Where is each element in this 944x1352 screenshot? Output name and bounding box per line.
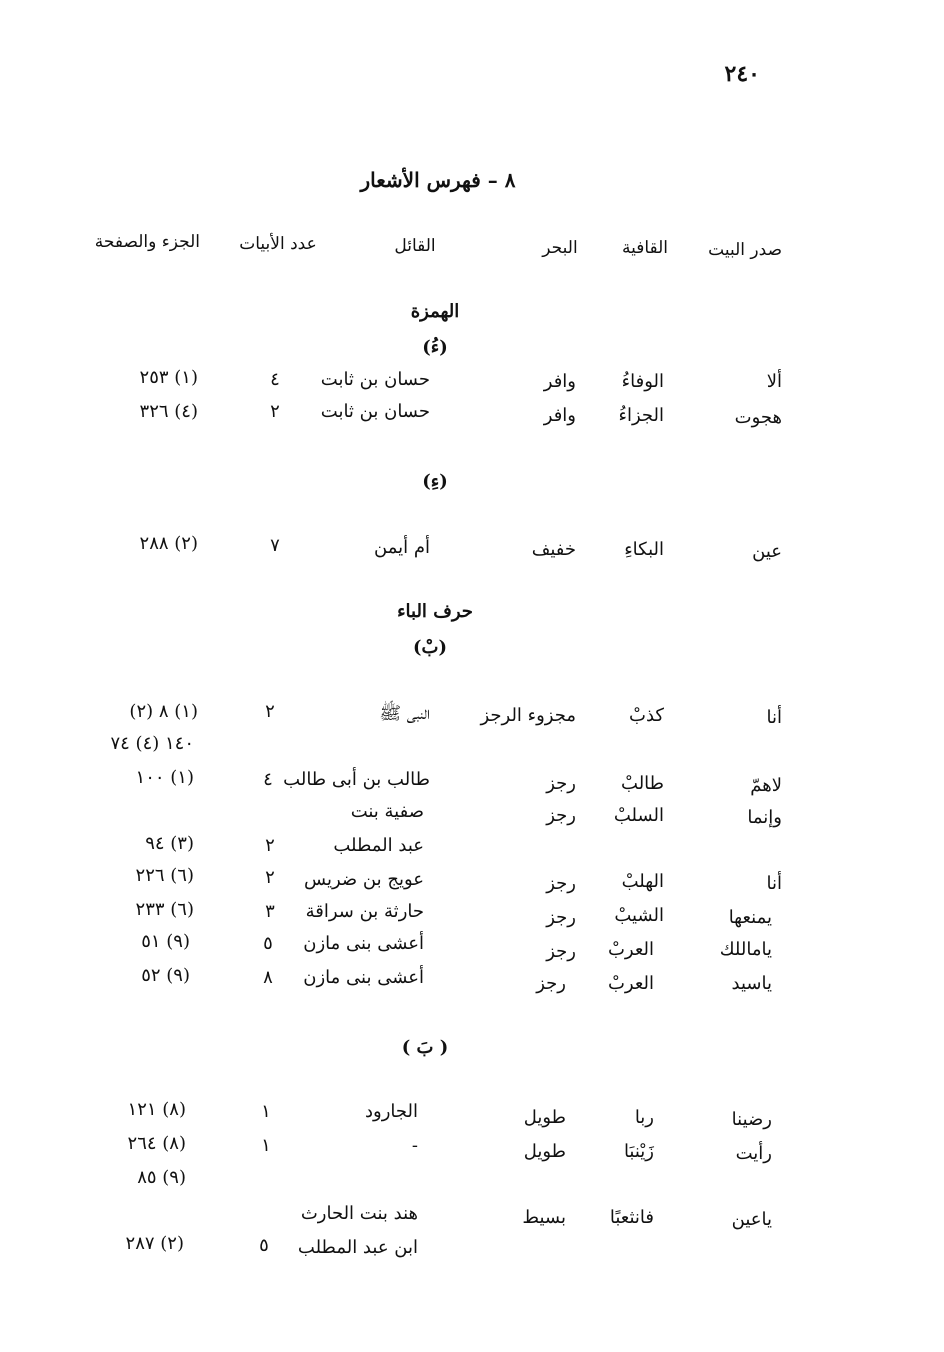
- table-row-meter: خفيف: [531, 539, 576, 560]
- table-row-poet: حارثة بن سراقة: [305, 901, 424, 922]
- table-row-count: ٢: [265, 867, 275, 888]
- table-row-verse: ألا: [766, 371, 782, 392]
- table-row-poet: النبى ﷺ: [379, 703, 430, 724]
- table-row-ref: (١) ١٠٠: [135, 767, 194, 788]
- table-row-meter: رجز: [546, 873, 576, 894]
- section-subheading-ba-sukun: (بْ): [413, 637, 447, 658]
- table-row-rhyme: الهلبْ: [621, 871, 664, 892]
- section-subheading-ba-fatha: ( بَ ): [401, 1037, 449, 1058]
- table-row-verse: عين: [752, 541, 782, 562]
- table-row-meter: وافر: [543, 371, 576, 392]
- table-row-rhyme: الوفاءُ: [621, 371, 664, 392]
- table-row-count: ٤: [270, 369, 280, 390]
- table-row-count: ٥: [263, 933, 273, 954]
- table-row-verse: يمنعها: [728, 907, 772, 928]
- table-row-count: ٢: [265, 835, 275, 856]
- table-row-ref-continued: ١٤٠ (٤) ٧٤: [110, 733, 194, 754]
- table-row-ref: (٣) ٩٤: [145, 833, 194, 854]
- table-row-rhyme: كذبْ: [629, 705, 664, 726]
- table-row-verse: ياماللك: [719, 939, 772, 960]
- table-row-count: ١: [261, 1135, 271, 1156]
- col-header-verse-start: صدر البيت: [708, 240, 782, 260]
- col-header-volume-page: الجزء والصفحة: [94, 232, 200, 252]
- table-row-ref: (٤) ٣٢٦: [139, 401, 198, 422]
- table-row-poet: صفية بنت: [350, 801, 424, 822]
- table-row-rhyme: السلبْ: [613, 805, 664, 826]
- table-row-poet-continued: ابن عبد المطلب: [297, 1237, 418, 1258]
- table-row-ref: (٢) ٢٨٧: [125, 1233, 184, 1254]
- table-row-poet: -: [411, 1135, 418, 1156]
- table-row-poet: حسان بن ثابت: [320, 401, 430, 422]
- table-row-ref: (٦) ٢٢٦: [135, 865, 194, 886]
- table-row-meter: طويل: [523, 1107, 566, 1128]
- table-row-meter: رجز: [546, 907, 576, 928]
- table-row-meter: رجز: [536, 973, 566, 994]
- table-row-verse: رأيت: [735, 1143, 772, 1164]
- table-row-rhyme: زَيْنبَا: [623, 1141, 654, 1162]
- table-row-count: ٥: [259, 1235, 269, 1256]
- table-row-meter: بسيط: [522, 1207, 566, 1228]
- col-header-rhyme: القافية: [621, 238, 669, 258]
- table-row-rhyme: طالبْ: [621, 773, 664, 794]
- table-row-rhyme: البكاءِ: [624, 539, 664, 560]
- section-heading-hamza: الهمزة: [410, 301, 460, 322]
- table-row-rhyme: العربْ: [607, 973, 654, 994]
- table-row-rhyme: الشيبْ: [614, 905, 664, 926]
- table-row-poet: طالب بن أبى طالب: [283, 769, 430, 790]
- table-row-verse: أنا: [766, 707, 782, 728]
- table-row-count: ٧: [270, 535, 280, 556]
- section-subheading-hamza-damma: (ءُ): [422, 337, 448, 358]
- table-row-rhyme: ربا: [634, 1107, 654, 1128]
- col-header-poet: القائل: [394, 236, 436, 256]
- table-row-count: ٤: [263, 769, 273, 790]
- table-row-count: ٣: [265, 901, 275, 922]
- page-number: ٢٤٠: [724, 61, 760, 87]
- table-row-ref: (١) ٢٥٣: [139, 367, 198, 388]
- page-title: ٨ – فهرس الأشعار: [360, 168, 516, 192]
- table-row-verse: ياسيد: [731, 973, 772, 994]
- section-subheading-hamza-kasra: (ءِ): [422, 471, 448, 492]
- table-row-poet-continued: عبد المطلب: [333, 835, 424, 856]
- table-row-count: ٢: [270, 401, 280, 422]
- table-row-verse: لاهمّ: [750, 775, 782, 796]
- col-header-count: عدد الأبيات: [239, 234, 317, 254]
- table-row-meter: وافر: [543, 405, 576, 426]
- table-row-meter: مجزوء الرجز: [480, 705, 576, 726]
- table-row-verse: رضينا: [731, 1109, 772, 1130]
- table-row-poet: أعشى بنى مازن: [303, 933, 424, 954]
- table-row-count: ١: [261, 1101, 271, 1122]
- table-row-verse: ياعين: [731, 1209, 772, 1230]
- table-row-poet: أعشى بنى مازن: [303, 967, 424, 988]
- table-row-meter: رجز: [546, 941, 576, 962]
- table-row-rhyme: العربْ: [607, 939, 654, 960]
- table-row-poet: الجارود: [365, 1101, 418, 1122]
- section-heading-ba: حرف الباء: [397, 601, 473, 622]
- table-row-ref: (٢) ٢٨٨: [139, 533, 198, 554]
- table-row-meter: رجز: [546, 805, 576, 826]
- col-header-meter: البحر: [542, 238, 578, 258]
- table-row-poet: حسان بن ثابت: [320, 369, 430, 390]
- table-row-poet: أم أيمن: [374, 537, 430, 558]
- table-row-poet: هند بنت الحارث: [300, 1203, 418, 1224]
- table-row-poet: عويج بن ضريس: [304, 869, 424, 890]
- table-row-count: ٨: [263, 967, 273, 988]
- table-row-ref: (٨) ٢٦٤: [127, 1133, 186, 1154]
- table-row-rhyme: الجزاءُ: [618, 405, 664, 426]
- table-row-verse: أنا: [766, 873, 782, 894]
- table-row-verse: وإنما: [747, 807, 782, 828]
- table-row-ref: (٦) ٢٣٣: [135, 899, 194, 920]
- table-row-ref: (٨) ١٢١: [127, 1099, 186, 1120]
- table-row-count: ٢: [265, 701, 275, 722]
- table-row-ref: (٩) ٥١: [141, 931, 190, 952]
- table-row-ref-continued: (٩) ٨٥: [137, 1167, 186, 1188]
- table-row-meter: رجز: [546, 773, 576, 794]
- table-row-verse: هجوت: [734, 407, 782, 428]
- table-row-ref: (٩) ٥٢: [141, 965, 190, 986]
- table-row-meter: طويل: [523, 1141, 566, 1162]
- table-row-ref: (١) ٨ (٢): [129, 701, 198, 722]
- table-row-rhyme: فانثعبًا: [609, 1207, 654, 1228]
